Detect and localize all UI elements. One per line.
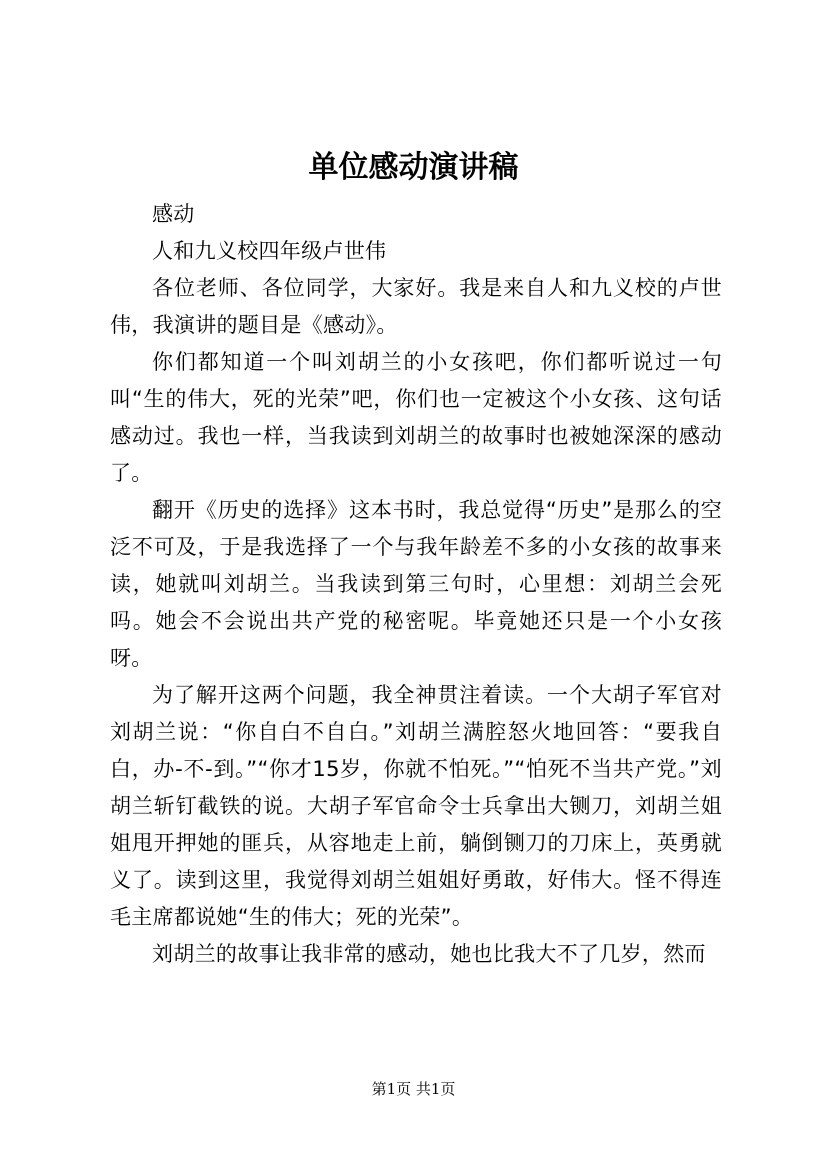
- document-title: 单位感动演讲稿: [308, 150, 519, 185]
- paragraph: 刘胡兰的故事让我非常的感动，她也比我大不了几岁，然而: [152, 942, 706, 966]
- page-number-footer: 第1页 共1页: [371, 1080, 456, 1098]
- paragraph-author: 人和九义校四年级卢世伟: [152, 239, 387, 263]
- paragraph: 你们都知道一个叫刘胡兰的小女孩吧，你们都听说过一句叫“生的伟大，死的光荣”吧，你们也一定被这个小女孩、这句话感动过。我也一样，当我读到刘胡兰的故事时也被她深深的感动了。: [110, 350, 722, 485]
- paragraph: 为了解开这两个问题，我全神贯注着读。一个大胡子军官对刘胡兰说：“你自白不自白。”刘胡兰满腔怒火地回答：“要我自白，办-不-到。”“你才15岁，你就不怕死。”“怕死不当共产党。”刘胡兰斩钉截铁的说。大胡子军官命令士兵拿出大铡刀，刘胡兰姐姐甩开押她的匪兵，从容地走上前，躺倒铡刀的刀床上，英勇就义了。读到这里，我觉得刘胡兰姐姐好勇敢，好伟大。怪不得连毛主席都说她“生的伟大；死的光荣”。: [110, 683, 722, 929]
- paragraph: 各位老师、各位同学，大家好。我是来自人和九义校的卢世伟，我演讲的题目是《感动》。: [110, 276, 722, 337]
- document-body: [110, 196, 722, 973]
- paragraph-subtitle: 感动: [152, 202, 195, 226]
- paragraph: 翻开《历史的选择》这本书时，我总觉得“历史”是那么的空泛不可及，于是我选择了一个与我年龄差不多的小女孩的故事来读，她就叫刘胡兰。当我读到第三句时，心里想：刘胡兰会死吗。她会不会说出共产党的秘密呢。毕竟她还只是一个小女孩呀。: [110, 498, 722, 670]
